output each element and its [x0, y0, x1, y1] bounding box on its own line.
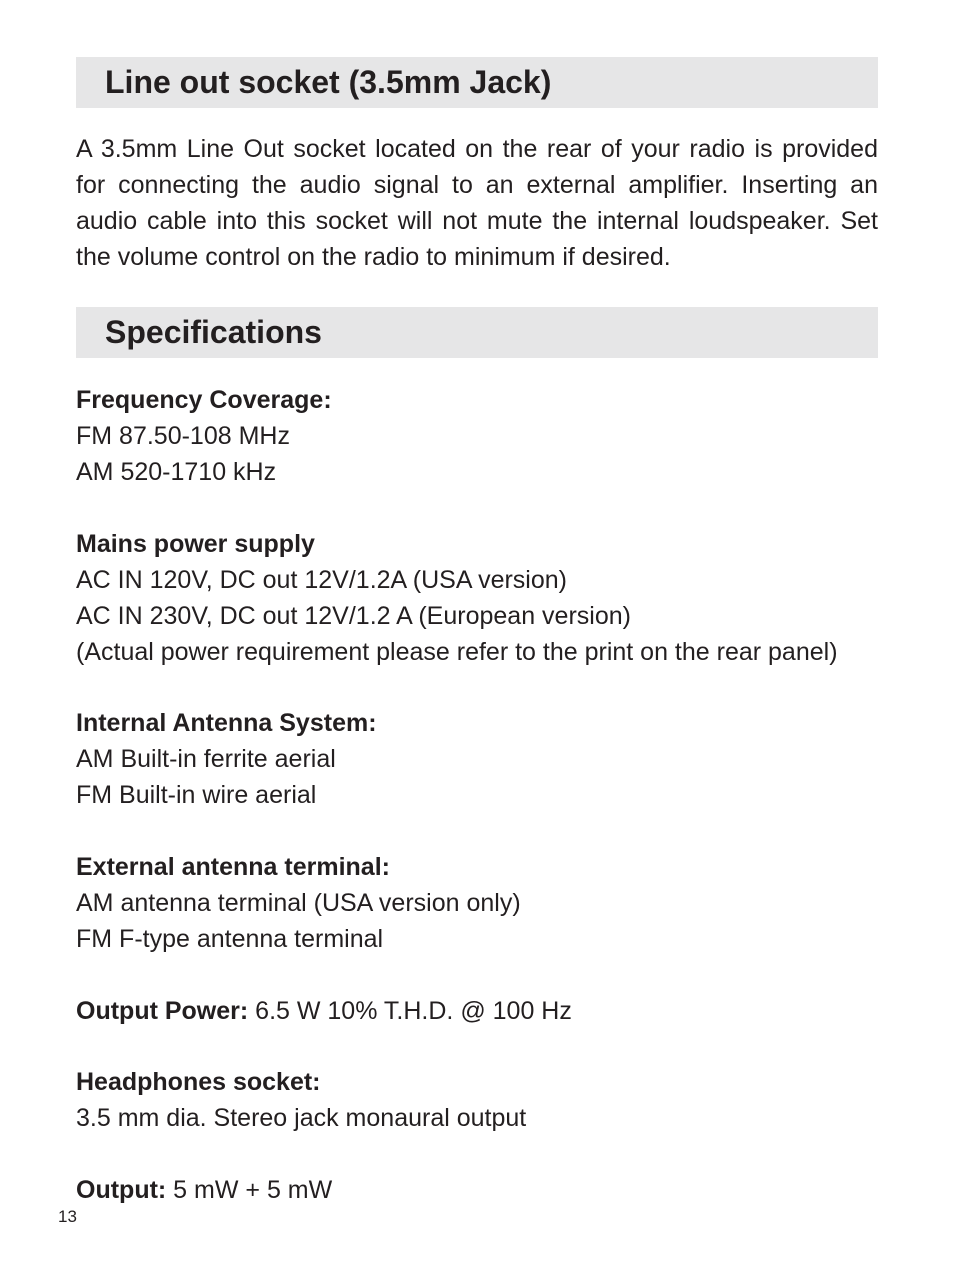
spec-label-external-antenna: External antenna terminal: — [76, 853, 390, 881]
spec-value-mains-note: (Actual power requirement please refer to the print on the rear panel) — [76, 638, 838, 666]
spec-value-mains-usa: AC IN 120V, DC out 12V/1.2A (USA version) — [76, 566, 567, 594]
spec-label-internal-antenna: Internal Antenna System: — [76, 709, 377, 737]
section-heading-line-out: Line out socket (3.5mm Jack) — [76, 57, 878, 108]
spec-label-output: Output: — [76, 1176, 167, 1204]
spec-label-frequency: Frequency Coverage: — [76, 386, 332, 414]
spec-value-external-antenna-fm: FM F-type antenna terminal — [76, 925, 384, 953]
spec-row-output — [76, 1172, 332, 1208]
spec-value-frequency-fm: FM 87.50-108 MHz — [76, 422, 290, 450]
spec-label-headphones: Headphones socket: — [76, 1068, 321, 1096]
spec-label-mains: Mains power supply — [76, 530, 315, 558]
spec-value-mains-europe: AC IN 230V, DC out 12V/1.2 A (European version) — [76, 602, 631, 630]
spec-value-internal-antenna-fm: FM Built-in wire aerial — [76, 781, 317, 809]
spec-value-output-power: 6.5 W 10% T.H.D. @ 100 Hz — [248, 997, 572, 1025]
spec-label-output-power: Output Power: — [76, 997, 249, 1025]
page-number: 13 — [58, 1207, 77, 1226]
spec-value-headphones: 3.5 mm dia. Stereo jack monaural output — [76, 1104, 527, 1132]
spec-value-frequency-am: AM 520-1710 kHz — [76, 458, 277, 486]
line-out-paragraph: A 3.5mm Line Out socket located on the rear of your radio is provided for connecting the audio signal to an external amplifier. Inserting an audio cable into this socket will not mute the internal loudspeaker. Set the volume control on the radio to minimum if desired. — [76, 135, 878, 271]
spec-value-external-antenna-am: AM antenna terminal (USA version only) — [76, 889, 521, 917]
spec-value-internal-antenna-am: AM Built-in ferrite aerial — [76, 745, 336, 773]
spec-value-output: 5 mW + 5 mW — [166, 1176, 333, 1204]
section-heading-specifications: Specifications — [76, 307, 878, 358]
spec-row-output-power — [76, 993, 572, 1029]
